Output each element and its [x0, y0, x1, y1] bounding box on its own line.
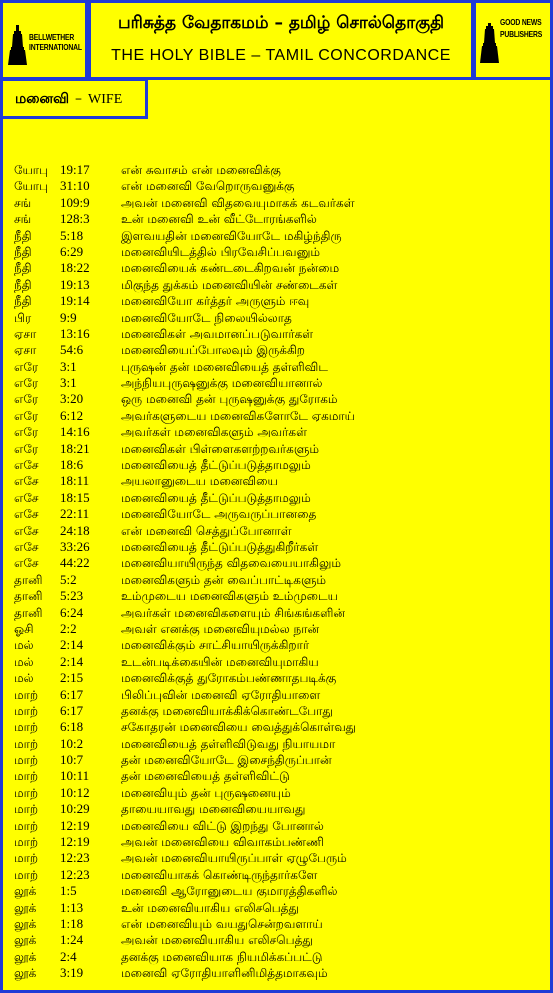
- verse-ref: 18:15: [60, 489, 90, 505]
- good-news-logo-name: GOOD NEWS PUBLISHERS: [500, 18, 543, 39]
- verse-ref: 31:10: [60, 178, 90, 194]
- book-abbrev: லூக்: [14, 949, 37, 964]
- book-abbrev: எரே: [14, 359, 39, 374]
- book-abbrev: தானி: [14, 572, 43, 587]
- verse-ref: 1:18: [60, 915, 84, 931]
- book-abbrev: எசே: [14, 556, 39, 571]
- book-abbrev: எசே: [14, 490, 39, 505]
- verse-snippet: ஒரு மனைவி தன் புருஷனுக்கு துரோகம்: [121, 392, 338, 407]
- book-abbrev: எசே: [14, 507, 39, 522]
- verse-ref: 6:17: [60, 702, 84, 718]
- book-abbrev: எசே: [14, 539, 39, 554]
- book-abbrev: எசே: [14, 458, 39, 473]
- book-abbrev: எரே: [14, 441, 39, 456]
- book-abbrev: தானி: [14, 605, 43, 620]
- title-tamil: பரிசுத்த வேதாகமம் – தமிழ் சொல்தொகுதி: [117, 13, 445, 33]
- verse-ref: 1:13: [60, 899, 84, 915]
- book-abbrev: யோபு: [14, 179, 49, 194]
- verse-ref: 10:12: [60, 784, 90, 800]
- book-abbrev: மாற்: [14, 802, 39, 817]
- book-abbrev: நீதி: [14, 294, 32, 309]
- verse-ref: 54:6: [60, 342, 84, 358]
- verse-ref: 6:29: [60, 243, 84, 259]
- verse-snippet: தனக்கு மனைவியாக்கிக்கொண்டபோது: [121, 703, 333, 718]
- verse-ref: 1:5: [60, 883, 77, 899]
- verse-ref: 12:23: [60, 850, 90, 866]
- verse-snippet: என் மனைவி வேறொருவனுக்கு: [121, 179, 295, 194]
- book-abbrev: நீதி: [14, 261, 32, 276]
- bellwether-logo: [0, 0, 88, 80]
- book-abbrev: தானி: [14, 589, 43, 604]
- verse-snippet: மனைவிக்குத் துரோகம்பண்ணாதபடிக்கு: [121, 671, 337, 686]
- verse-ref: 12:23: [60, 866, 90, 882]
- verse-snippet: தன் மனைவியைத் தள்ளிவிட்டு: [121, 769, 290, 784]
- book-abbrev: மாற்: [14, 835, 39, 850]
- book-abbrev: மாற்: [14, 851, 39, 866]
- verse-ref: 19:14: [60, 293, 90, 309]
- book-abbrev: மாற்: [14, 703, 39, 718]
- verse-snippet: மனைவி ஆரோனுடைய குமாரத்திகளில்: [121, 884, 338, 899]
- verse-ref: 22:11: [60, 506, 90, 522]
- verse-ref: 14:16: [60, 424, 90, 440]
- headword-box: [0, 78, 148, 119]
- verse-snippet: என் சுவாசம் என் மனைவிக்கு: [121, 163, 281, 177]
- verse-ref: 33:26: [60, 538, 90, 554]
- verse-snippet: தனக்கு மனைவியாக நியமிக்கப்பட்டு: [121, 949, 323, 964]
- book-abbrev: எசே: [14, 523, 39, 538]
- verse-ref: 19:13: [60, 276, 90, 292]
- book-abbrev: மாற்: [14, 720, 39, 735]
- title-banner: [88, 0, 474, 80]
- verse-ref: 6:12: [60, 407, 84, 423]
- book-abbrev: லூக்: [14, 966, 37, 981]
- verse-ref: 18:11: [60, 473, 90, 489]
- verse-ref: 6:17: [60, 686, 84, 702]
- verse-ref: 6:18: [60, 719, 84, 735]
- verse-ref: 2:15: [60, 670, 84, 686]
- book-abbrev: எரே: [14, 392, 39, 407]
- verse-snippet: புருஷன் தன் மனைவியைத் தள்ளிவிட: [121, 359, 328, 374]
- book-abbrev: எசே: [14, 474, 39, 489]
- book-abbrev: மாற்: [14, 769, 39, 784]
- verse-snippet: மனைவியைத் தீட்டுப்படுத்தாமலும்: [121, 490, 311, 505]
- verse-snippet: அவர்களுடைய மனைவிகளோடே ஏகமாய்: [121, 408, 355, 423]
- book-abbrev: எரே: [14, 376, 39, 391]
- verse-ref: 24:18: [60, 522, 90, 538]
- verse-snippet: உன் மனைவி உன் வீட்டோரங்களில்: [121, 212, 317, 227]
- verse-snippet: மனைவியை விட்டு இறந்து போனால்: [121, 818, 324, 833]
- verse-ref: 3:19: [60, 965, 84, 981]
- verse-ref: 5:23: [60, 588, 84, 604]
- verse-snippet: மனைவியைத் தீட்டுப்படுத்தாமலும்: [121, 458, 311, 473]
- verse-ref: 12:19: [60, 817, 90, 833]
- verse-snippet: மனைவியைக் கண்டடைகிறவன் நன்மை: [121, 261, 340, 276]
- verse-snippet: மனைவியைப்போலவும் இருக்கிற: [121, 343, 305, 358]
- bellwether-logo-name: BELLWETHER INTERNATIONAL: [29, 33, 82, 52]
- verse-ref: 18:6: [60, 457, 84, 473]
- verse-snippet: தன் மனைவியோடே இசைந்திருப்பான்: [121, 753, 332, 768]
- book-abbrev: மாற்: [14, 867, 39, 882]
- book-abbrev: மல்: [14, 638, 34, 653]
- book-abbrev: நீதி: [14, 228, 32, 243]
- headword-tamil: மனைவி: [15, 91, 70, 107]
- book-abbrev: எரே: [14, 425, 39, 440]
- book-abbrev: மல்: [14, 654, 34, 669]
- verse-snippet: சகோதரன் மனைவியை வைத்துக்கொள்வது: [121, 720, 357, 735]
- bellwether-logo-label: [29, 33, 87, 53]
- verse-snippet: அவன் மனைவியாகிய எலிசபெத்து: [121, 933, 313, 948]
- book-abbrev: யோபு: [14, 163, 49, 177]
- verse-ref: 109:9: [60, 194, 90, 210]
- verse-snippet: அவர்கள் மனைவிகளையும் சிங்கங்களின்: [121, 605, 346, 620]
- verse-ref: 6:24: [60, 604, 84, 620]
- book-abbrev: பிர: [14, 310, 32, 325]
- verse-ref: 44:22: [60, 555, 90, 571]
- verse-snippet: உம்முடைய மனைவிகளும் உம்முடைய: [121, 589, 338, 604]
- book-abbrev: மாற்: [14, 753, 39, 768]
- verse-ref: 3:1: [60, 375, 77, 391]
- book-abbrev: நீதி: [14, 277, 32, 292]
- book-abbrev: ஓசி: [14, 621, 34, 636]
- book-abbrev: ஏசா: [14, 343, 37, 358]
- verse-snippet: மனைவிகளும் தன் வைப்பாட்டிகளும்: [121, 572, 327, 587]
- headword-dash: –: [75, 91, 83, 107]
- verse-snippet: மனைவியும் தன் புருஷனையும்: [121, 785, 291, 800]
- verse-snippet: மனைவியிடத்தில் பிரவேசிப்பவனும்: [121, 244, 321, 259]
- verse-snippet: என் மனைவியும் வயதுசென்றவளாய்: [121, 916, 323, 931]
- verse-ref: 10:7: [60, 752, 84, 768]
- headword: [15, 91, 122, 109]
- verse-snippet: மனைவியைத் தள்ளிவிடுவது நியாயமா: [121, 736, 336, 751]
- verse-snippet: மிகுந்த துக்கம் மனைவியின் சண்டைகள்: [121, 277, 338, 292]
- title-english: THE HOLY BIBLE – TAMIL CONCORDANCE: [111, 47, 451, 64]
- book-abbrev: மாற்: [14, 818, 39, 833]
- book-abbrev: மாற்: [14, 687, 39, 702]
- good-news-logo-label: [500, 17, 550, 41]
- verse-snippet: அவர்கள் மனைவிகளும் அவர்கள்: [121, 425, 307, 440]
- book-abbrev: சங்: [14, 212, 32, 227]
- headword-english: WIFE: [88, 92, 123, 107]
- verse-snippet: மனைவியாயிருந்த விதவையையாகிலும்: [121, 556, 341, 571]
- verse-ref: 2:14: [60, 637, 84, 653]
- verse-ref: 5:2: [60, 571, 77, 587]
- book-abbrev: லூக்: [14, 884, 37, 899]
- verse-snippet: தாயையாவது மனைவியையாவது: [121, 802, 306, 817]
- verse-ref: 9:9: [60, 309, 77, 325]
- verse-snippet: அந்நியபுருஷனுக்கு மனைவியானால்: [121, 376, 323, 391]
- book-abbrev: லூக்: [14, 933, 37, 948]
- verse-snippet: அயலானுடைய மனைவியை: [121, 474, 278, 489]
- verse-snippet: மனைவிகள் பிள்ளைகளற்றவர்களும்: [121, 441, 319, 456]
- verse-ref: 5:18: [60, 227, 84, 243]
- verse-snippet: பிலிப்புவின் மனைவி ஏரோதியாளை: [121, 687, 321, 702]
- verse-ref: 19:17: [60, 162, 90, 177]
- verse-ref: 3:1: [60, 358, 77, 374]
- verse-ref: 10:2: [60, 735, 84, 751]
- verse-snippet: அவன் மனைவி விதவையுமாகக் கடவர்கள்: [121, 195, 355, 210]
- verse-ref: 3:20: [60, 391, 84, 407]
- book-abbrev: மல்: [14, 671, 34, 686]
- verse-snippet: மனைவியாகக் கொண்டிருந்தார்களே: [121, 867, 318, 882]
- book-abbrev: லூக்: [14, 916, 37, 931]
- verse-ref: 18:21: [60, 440, 90, 456]
- verse-ref: 12:19: [60, 834, 90, 850]
- verse-snippet: உன் மனைவியாகிய எலிசபெத்து: [121, 900, 299, 915]
- book-abbrev: சங்: [14, 195, 32, 210]
- verse-snippet: உடன்படிக்கையின் மனைவியுமாகிய: [121, 654, 319, 669]
- verse-ref: 2:4: [60, 948, 77, 964]
- verse-ref: 18:22: [60, 260, 90, 276]
- verse-ref: 13:16: [60, 325, 90, 341]
- verse-ref: 10:11: [60, 768, 90, 784]
- verse-snippet: மனைவியோ கர்த்தர் அருளும் ஈவு: [121, 294, 310, 309]
- good-news-logo: [473, 0, 553, 80]
- verse-snippet: அவன் மனைவியாயிருப்பாள் ஏழுபேரும்: [121, 851, 347, 866]
- book-abbrev: லூக்: [14, 900, 37, 915]
- book-abbrev: மாற்: [14, 785, 39, 800]
- verse-snippet: என் மனைவி செத்துப்போனாள்: [121, 523, 292, 538]
- verse-snippet: அவன் மனைவியை விவாகம்பண்ணி: [121, 835, 324, 850]
- verse-snippet: மனைவியைத் தீட்டுப்படுத்துகிறீர்கள்: [121, 539, 319, 554]
- verse-ref: 2:2: [60, 620, 77, 636]
- verse-ref: 128:3: [60, 211, 90, 227]
- book-abbrev: மாற்: [14, 736, 39, 751]
- book-abbrev: ஏசா: [14, 326, 37, 341]
- verse-ref: 2:14: [60, 653, 84, 669]
- verse-ref: 1:24: [60, 932, 84, 948]
- verse-snippet: அவள் எனக்கு மனைவியுமல்ல நான்: [121, 621, 320, 636]
- verse-snippet: மனைவி ஏரோதியாளினிமித்தமாகவும்: [121, 966, 328, 981]
- verse-snippet: மனைவிகள் அவமானப்படுவார்கள்: [121, 326, 314, 341]
- book-abbrev: எரே: [14, 408, 39, 423]
- verse-snippet: மனைவியோடே அருவருப்பானதை: [121, 507, 317, 522]
- verse-ref: 10:29: [60, 801, 90, 817]
- book-abbrev: நீதி: [14, 244, 32, 259]
- verse-snippet: மனைவியோடே நிலையில்லாத: [121, 310, 292, 325]
- verse-snippet: மனைவிக்கும் சாட்சியாயிருக்கிறார்: [121, 638, 310, 653]
- verse-snippet: இளவயதின் மனைவியோடே மகிழ்ந்திரு: [121, 228, 342, 243]
